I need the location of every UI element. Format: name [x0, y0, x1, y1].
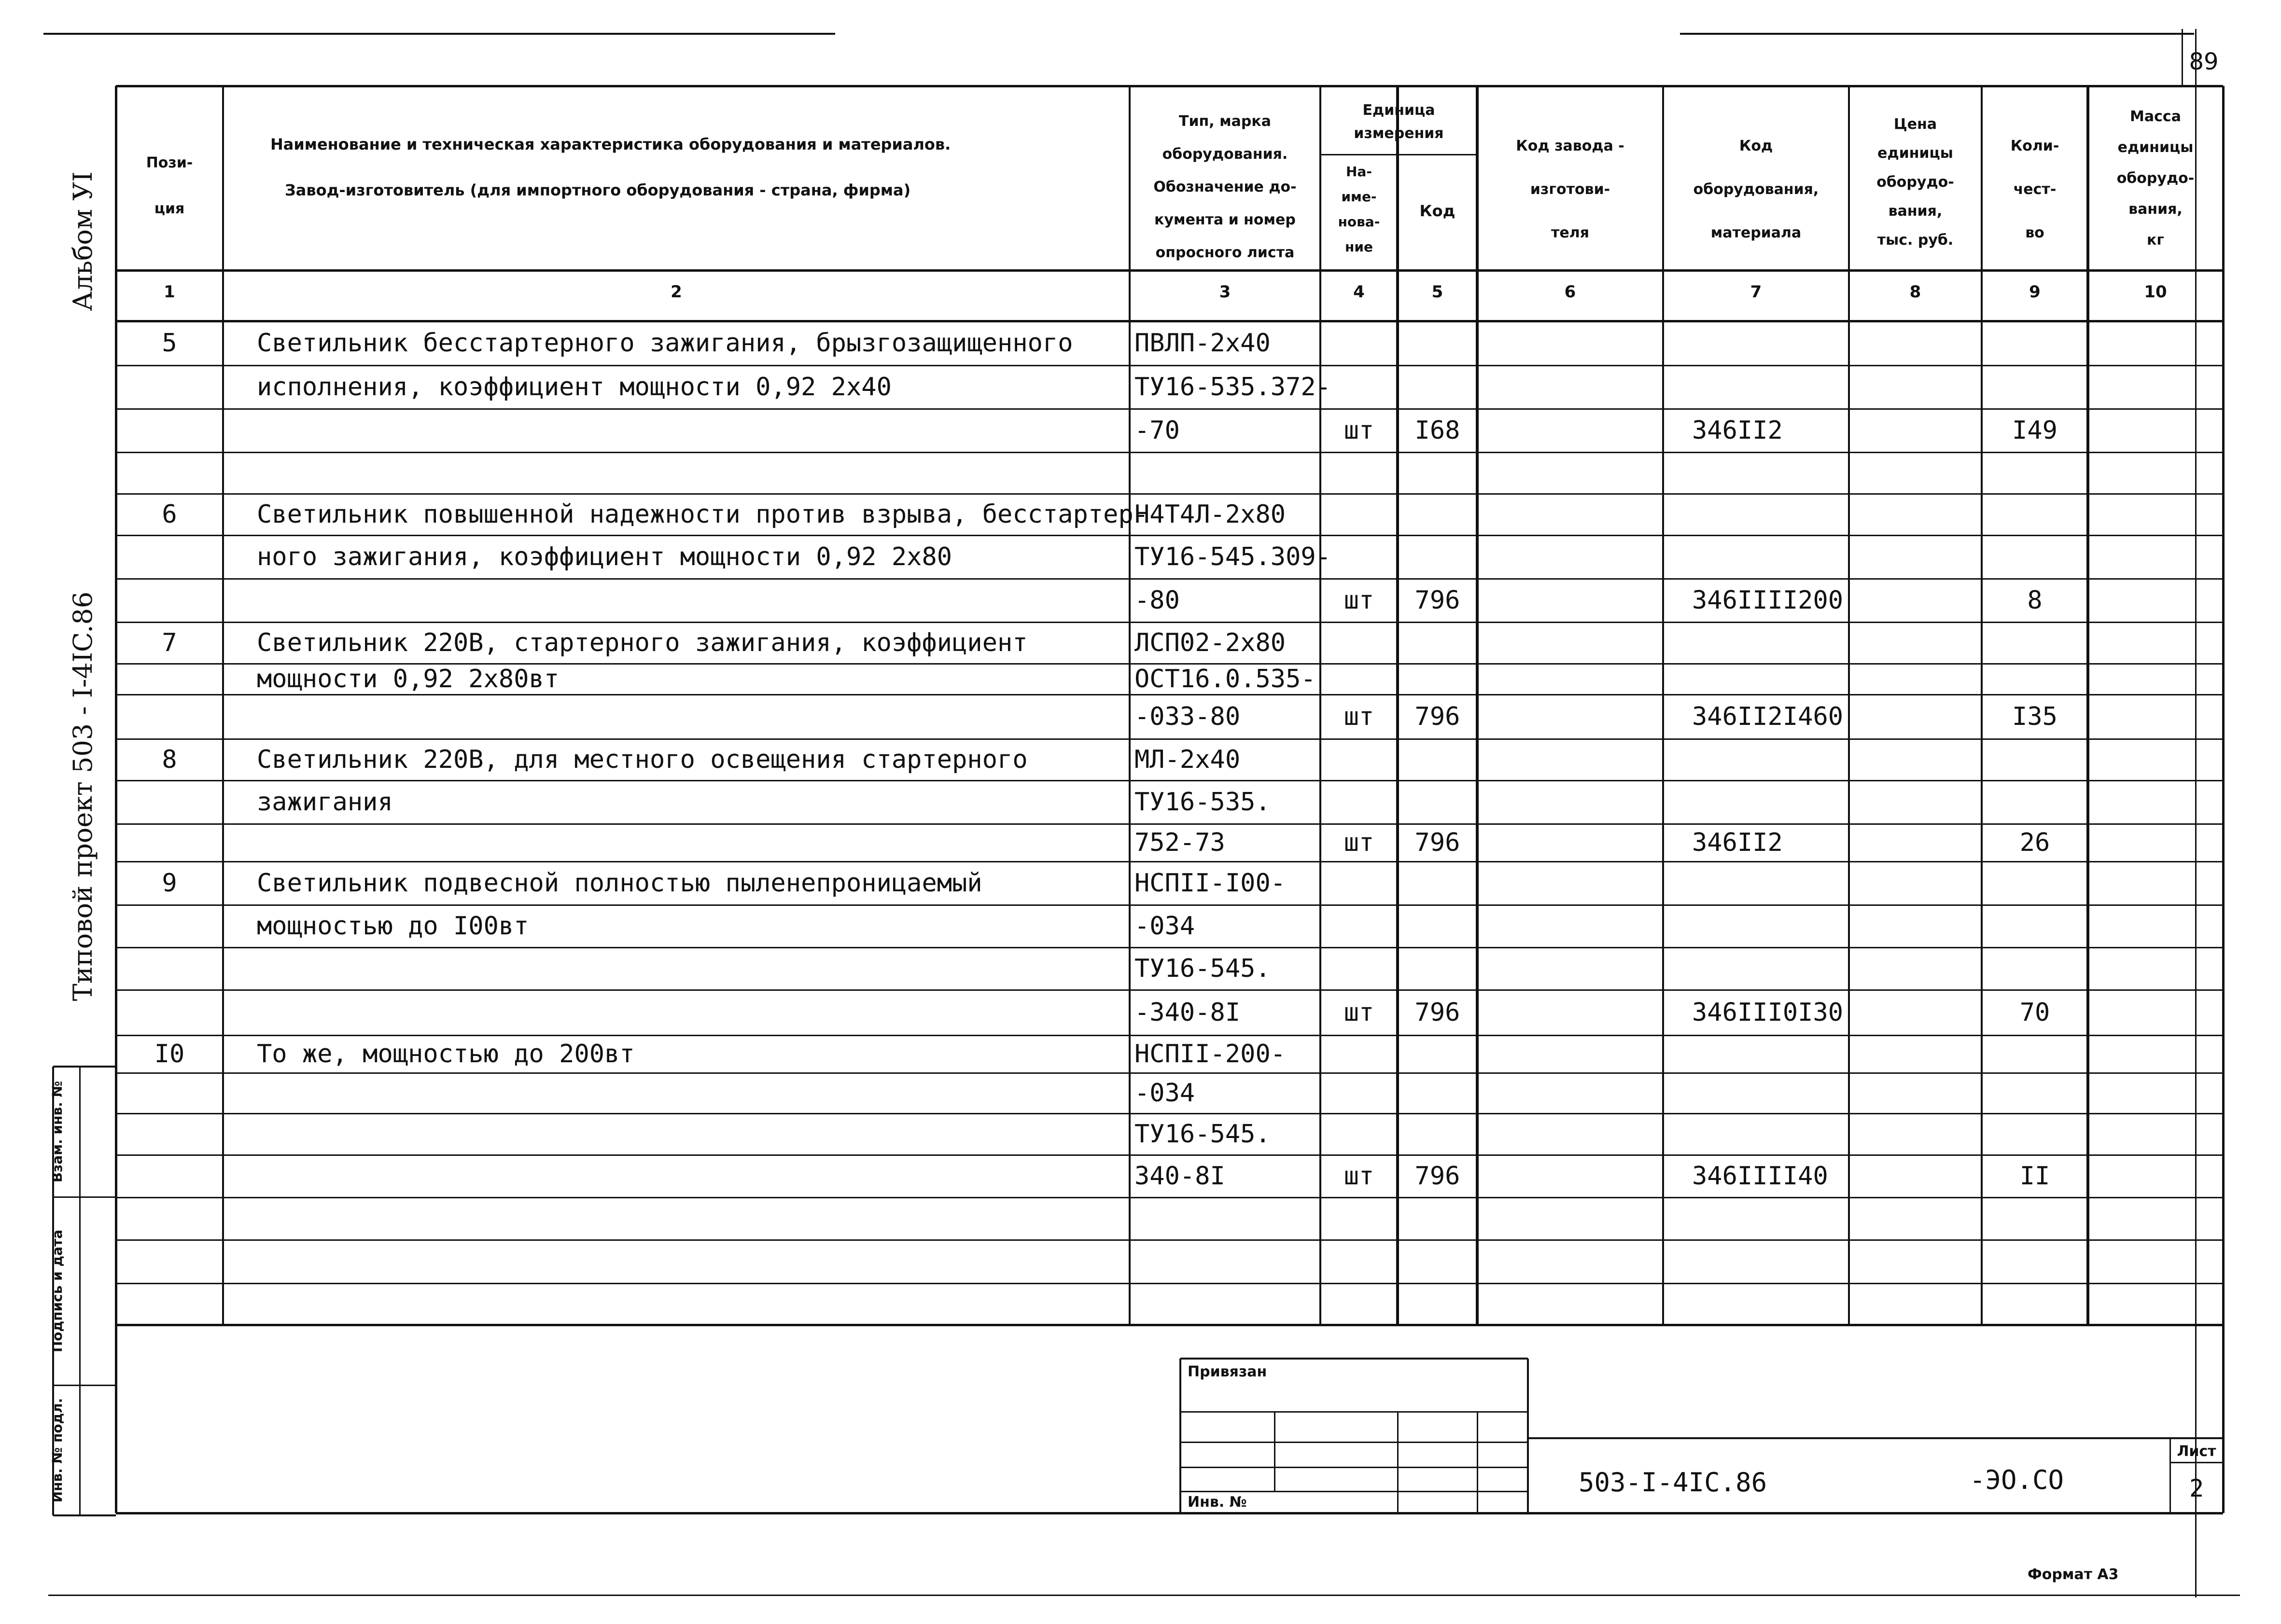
name-cell: Светильник подвесной полностью пыленепроницаемый: [257, 869, 982, 898]
row-rule: [116, 578, 2223, 580]
row-rule: [116, 452, 2223, 453]
header-equipment-code: оборудования,: [1693, 181, 1819, 198]
equipment-code-cell: 346III0I30: [1692, 998, 1844, 1027]
unit-cell: шт: [1343, 998, 1374, 1027]
page-number: 89: [2189, 48, 2219, 75]
name-cell: исполнения, коэффициент мощности 0,92 2х40: [257, 373, 892, 402]
type-cell: ТУ16-545.309-: [1134, 542, 1331, 571]
row-rule: [116, 1239, 2223, 1241]
right-frame-line: [2195, 29, 2197, 1597]
type-cell: -034: [1134, 1079, 1195, 1108]
position-cell: 6: [162, 500, 177, 529]
header-price: Цена: [1893, 116, 1937, 133]
document-suffix: -ЭО.СО: [1970, 1465, 2064, 1495]
stamp-label: Инв. № подл.: [49, 1398, 65, 1503]
equipment-code-cell: 346IIII200: [1692, 586, 1844, 615]
header-mass: вания,: [2128, 201, 2183, 218]
row-rule: [116, 1283, 2223, 1284]
column-number: 5: [1431, 282, 1443, 302]
type-cell: -80: [1134, 586, 1180, 615]
column-number: 7: [1750, 282, 1762, 302]
header-type: опросного листа: [1155, 244, 1295, 261]
quantity-cell: I49: [2012, 416, 2057, 445]
equipment-code-cell: 346IIII40: [1692, 1162, 1828, 1191]
name-cell: ного зажигания, коэффициент мощности 0,92 2х80: [257, 542, 952, 571]
name-cell: То же, мощностью до 200вт: [257, 1040, 635, 1069]
row-rule: [116, 1197, 2223, 1198]
type-cell: 340-8I: [1134, 1162, 1225, 1191]
name-cell: зажигания: [257, 788, 393, 817]
title-block-rule: [1180, 1442, 1528, 1443]
name-cell: мощностью до I00вт: [257, 912, 529, 941]
title-block-rule: [1397, 1412, 1399, 1513]
header-unit-group: Единица: [1362, 102, 1435, 119]
equipment-code-cell: 346II2: [1692, 416, 1783, 445]
title-block-rule: [1477, 1412, 1478, 1513]
quantity-cell: 26: [2019, 828, 2050, 857]
type-cell: -340-8I: [1134, 998, 1241, 1027]
project-label: Типовой проект 503 - I-4IC.86: [68, 591, 98, 1001]
type-cell: -033-80: [1134, 702, 1241, 731]
header-type: Тип, марка: [1179, 113, 1271, 130]
header-position: Пози-: [146, 154, 193, 171]
name-cell: Светильник 220В, для местного освещения стартерного: [257, 745, 1028, 774]
header-price: оборудо-: [1876, 174, 1954, 191]
album-label: Альбом УI: [68, 171, 98, 311]
title-block-rule: [1527, 1359, 1529, 1513]
header-bottom-rule: [116, 269, 2223, 272]
unit-cell: шт: [1343, 702, 1374, 731]
type-cell: НСПII-200-: [1134, 1040, 1286, 1069]
top-rule-left: [43, 33, 835, 35]
column-rule: [222, 86, 224, 1325]
stamp-divider: [53, 1385, 116, 1386]
document-code: 503-I-4IC.86: [1579, 1467, 1767, 1498]
row-rule: [116, 1113, 2223, 1114]
column-number: 4: [1353, 282, 1365, 302]
header-price: вания,: [1888, 203, 1943, 220]
position-cell: I0: [154, 1040, 185, 1069]
stamp-divider: [53, 1196, 116, 1198]
row-rule: [116, 904, 2223, 906]
header-unit-name: На-: [1346, 164, 1372, 180]
position-cell: 8: [162, 745, 177, 774]
column-number: 3: [1219, 282, 1231, 302]
header-price: единицы: [1877, 145, 1953, 162]
inventory-label: Инв. №: [1188, 1494, 1247, 1511]
type-cell: Н4Т4Л-2х80: [1134, 500, 1286, 529]
header-mass: оборудо-: [2116, 170, 2195, 187]
title-block-rule: [1180, 1358, 1528, 1360]
column-rule: [1662, 86, 1664, 1325]
privyazan-label: Привязан: [1188, 1363, 1267, 1380]
stamp-bottom-line: [53, 1514, 116, 1516]
row-rule: [116, 1324, 2223, 1326]
equipment-code-cell: 346II2I460: [1692, 702, 1844, 731]
frame-top: [116, 85, 2223, 87]
row-rule: [116, 989, 2223, 991]
unit-cell: шт: [1343, 416, 1374, 445]
title-block-rule: [1179, 1359, 1181, 1513]
column-number: 1: [164, 282, 175, 302]
quantity-cell: 8: [2027, 586, 2043, 615]
row-rule: [116, 1072, 2223, 1074]
stamp-label: Взам. инв. №: [49, 1081, 65, 1183]
column-number: 10: [2144, 282, 2167, 302]
name-cell: Светильник повышенной надежности против взрыва, бесстартер-: [257, 500, 1149, 529]
type-cell: ОСТ16.0.535-: [1134, 665, 1316, 694]
header-price: тыс. руб.: [1877, 232, 1954, 249]
row-rule: [116, 738, 2223, 740]
row-rule: [116, 861, 2223, 862]
type-cell: ТУ16-545.: [1134, 1120, 1271, 1149]
format-label: Формат А3: [2028, 1566, 2119, 1583]
header-unit-name: име-: [1341, 189, 1377, 205]
row-rule: [116, 1154, 2223, 1156]
header-mass: Масса: [2130, 108, 2181, 125]
title-block-rule: [1180, 1467, 1528, 1468]
header-type: Обозначение до-: [1153, 179, 1297, 195]
header-unit-code: Код: [1419, 202, 1455, 220]
row-rule: [116, 622, 2223, 623]
equipment-code-cell: 346II2: [1692, 828, 1783, 857]
row-rule: [116, 320, 2223, 322]
unit-cell: шт: [1343, 586, 1374, 615]
title-block-rule: [1180, 1491, 1528, 1492]
sheet-label: Лист: [2177, 1443, 2216, 1460]
column-number: 6: [1564, 282, 1576, 302]
type-cell: 752-73: [1134, 828, 1225, 857]
header-name-line2: Завод-изготовитель (для импортного оборудования - страна, фирма): [285, 181, 911, 199]
unit-code-cell: 796: [1414, 828, 1460, 857]
type-cell: -70: [1134, 416, 1180, 445]
name-cell: Светильник 220В, стартерного зажигания, коэффициент: [257, 628, 1028, 657]
top-rule-right: [1680, 33, 2194, 35]
type-cell: ТУ16-535.372-: [1134, 373, 1331, 402]
sheet-number: 2: [2189, 1474, 2204, 1502]
column-number: 2: [671, 282, 682, 302]
column-number: 8: [1909, 282, 1921, 302]
stamp-label: Подпись и дата: [49, 1229, 65, 1353]
frame-bottom: [116, 1512, 2223, 1514]
header-name-line1: Наименование и техническая характеристика оборудования и материалов.: [270, 135, 951, 153]
header-unit-name: нова-: [1338, 214, 1380, 230]
row-rule: [116, 947, 2223, 948]
type-cell: ТУ16-535.: [1134, 788, 1271, 817]
column-number: 9: [2029, 282, 2041, 302]
header-unit-group: измерения: [1354, 125, 1444, 142]
header-factory-code: Код завода -: [1516, 138, 1624, 154]
name-cell: мощности 0,92 2х80вт: [257, 665, 560, 694]
header-factory-code: изготови-: [1530, 181, 1610, 198]
unit-code-cell: 796: [1414, 1162, 1460, 1191]
header-type: оборудования.: [1162, 146, 1288, 163]
type-cell: ЛСП02-2х80: [1134, 628, 1286, 657]
header-equipment-code: материала: [1710, 224, 1802, 241]
header-mass: единицы: [2117, 139, 2194, 156]
row-rule: [116, 780, 2223, 781]
title-block-rule: [1528, 1437, 2223, 1439]
quantity-cell: 70: [2019, 998, 2050, 1027]
position-cell: 9: [162, 869, 177, 898]
bottom-rule: [48, 1595, 2240, 1596]
header-quantity: чест-: [2013, 181, 2057, 198]
unit-code-cell: I68: [1414, 416, 1460, 445]
header-type: кумента и номер: [1154, 211, 1296, 228]
title-block-rule: [1180, 1411, 1528, 1413]
header-unit-name: ние: [1345, 239, 1373, 255]
quantity-cell: I35: [2012, 702, 2057, 731]
row-rule: [116, 408, 2223, 410]
type-cell: МЛ-2х40: [1134, 745, 1241, 774]
unit-code-cell: 796: [1414, 586, 1460, 615]
header-equipment-code: Код: [1739, 138, 1773, 154]
header-mass: кг: [2146, 232, 2165, 249]
row-rule: [116, 694, 2223, 695]
type-cell: -034: [1134, 912, 1195, 941]
row-rule: [116, 365, 2223, 366]
column-rule: [1848, 86, 1850, 1325]
header-quantity: во: [2025, 224, 2044, 241]
unit-cell: шт: [1343, 828, 1374, 857]
page-number-divider: [2182, 29, 2183, 87]
unit-cell: шт: [1343, 1162, 1374, 1191]
title-block-rule: [1274, 1412, 1275, 1491]
row-rule: [116, 535, 2223, 536]
row-rule: [116, 1035, 2223, 1036]
unit-code-cell: 796: [1414, 702, 1460, 731]
type-cell: ТУ16-545.: [1134, 954, 1271, 983]
row-rule: [116, 823, 2223, 825]
position-cell: 5: [162, 329, 177, 358]
unit-code-cell: 796: [1414, 998, 1460, 1027]
row-rule: [116, 493, 2223, 495]
type-cell: НСПII-I00-: [1134, 869, 1286, 898]
header-factory-code: теля: [1551, 224, 1589, 241]
quantity-cell: II: [2019, 1162, 2050, 1191]
position-cell: 7: [162, 628, 177, 657]
stamp-top-line: [53, 1066, 116, 1068]
column-rule: [1129, 86, 1131, 1325]
header-quantity: Коли-: [2010, 138, 2059, 154]
header-position: ция: [154, 200, 185, 217]
title-block-rule: [2170, 1462, 2223, 1463]
type-cell: ПВЛП-2х40: [1134, 329, 1271, 358]
name-cell: Светильник бесстартерного зажигания, брызгозащищенного: [257, 329, 1073, 358]
